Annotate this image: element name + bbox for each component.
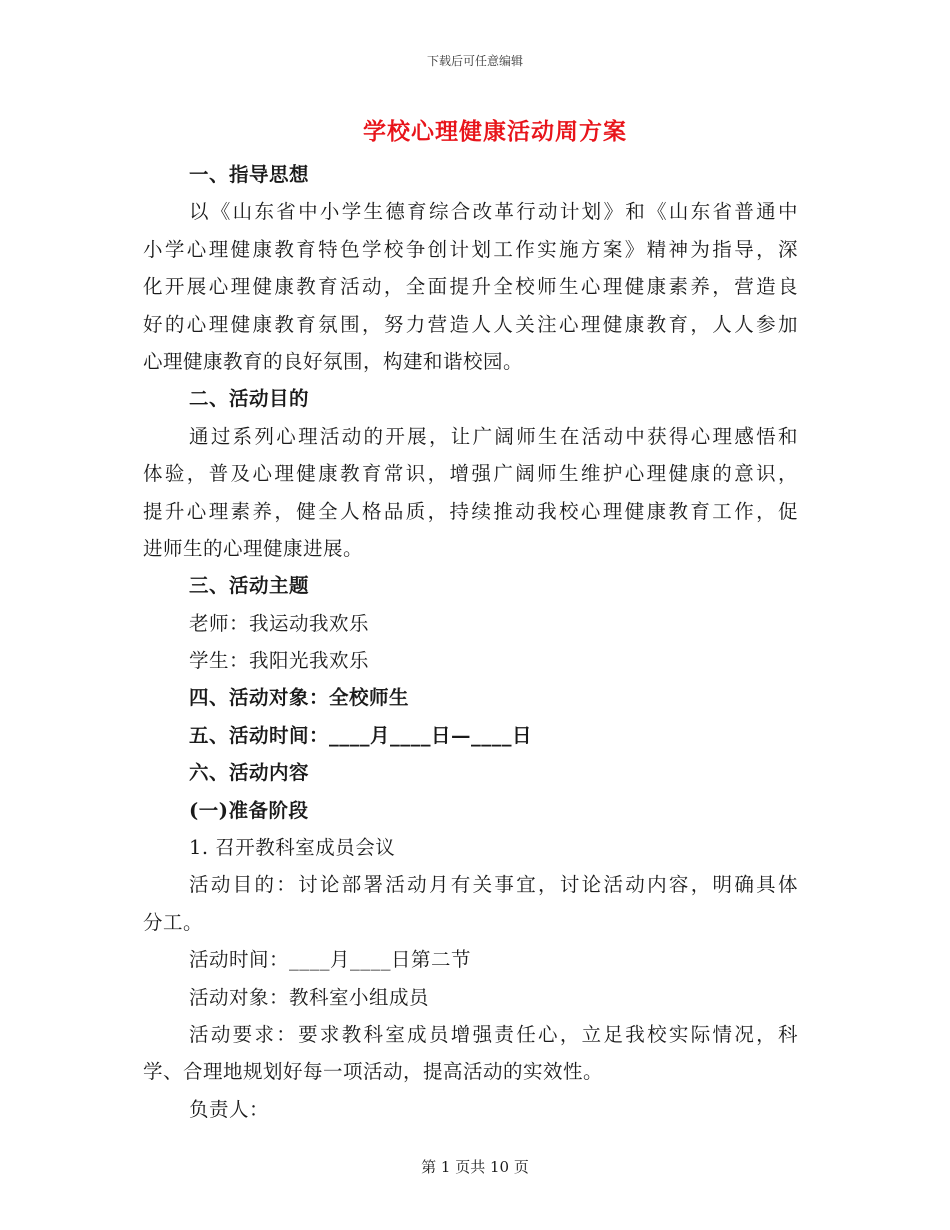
paragraph-line: 1. 召开教科室成员会议 bbox=[189, 836, 396, 860]
section-heading: 三、活动主题 bbox=[189, 574, 310, 598]
subsection-heading: (一)准备阶段 bbox=[189, 798, 309, 822]
section-heading: 五、活动时间：____月____日—____日 bbox=[189, 723, 533, 747]
paragraph-line: 通过系列心理活动的开展，让广阔师生在活动中获得心理感悟和 bbox=[189, 424, 798, 448]
paragraph-line: 提升心理素养，健全人格品质，持续推动我校心理健康教育工作，促 bbox=[143, 499, 798, 523]
paragraph-line: 分工。 bbox=[143, 910, 204, 934]
section-heading: 四、活动对象：全校师生 bbox=[189, 686, 410, 710]
paragraph-line: 活动时间：____月____日第二节 bbox=[189, 948, 472, 972]
paragraph-line: 小学心理健康教育特色学校争创计划工作实施方案》精神为指导，深 bbox=[143, 237, 798, 261]
page-footer: 第 1 页共 10 页 bbox=[421, 1158, 529, 1176]
section-heading: 一、指导思想 bbox=[189, 163, 310, 186]
paragraph-line: 活动目的：讨论部署活动月有关事宜，讨论活动内容，明确具体 bbox=[189, 873, 798, 897]
paragraph-line: 体验，普及心理健康教育常识，增强广阔师生维护心理健康的意识， bbox=[143, 462, 798, 486]
section-heading: 六、活动内容 bbox=[189, 761, 310, 785]
document-body bbox=[143, 156, 798, 1128]
paragraph-line: 负责人： bbox=[189, 1097, 270, 1121]
paragraph-line: 进师生的心理健康进展。 bbox=[143, 536, 364, 560]
paragraph-line: 活动对象：教科室小组成员 bbox=[189, 985, 430, 1009]
paragraph-line: 学、合理地规划好每一项活动，提高活动的实效性。 bbox=[143, 1060, 604, 1084]
paragraph-line: 心理健康教育的良好氛围，构建和谐校园。 bbox=[143, 349, 524, 373]
paragraph-line: 化开展心理健康教育活动，全面提升全校师生心理健康素养，营造良 bbox=[143, 275, 798, 299]
header-note: 下载后可任意编辑 bbox=[426, 54, 523, 68]
document-title: 学校心理健康活动周方案 bbox=[363, 118, 627, 145]
paragraph-line: 学生：我阳光我欢乐 bbox=[189, 649, 370, 673]
section-heading: 二、活动目的 bbox=[189, 387, 310, 411]
paragraph-line: 老师：我运动我欢乐 bbox=[189, 611, 370, 635]
paragraph-line: 活动要求：要求教科室成员增强责任心，立足我校实际情况，科 bbox=[189, 1022, 798, 1046]
paragraph-line: 以《山东省中小学生德育综合改革行动计划》和《山东省普通中 bbox=[189, 200, 798, 224]
paragraph-line: 好的心理健康教育氛围，努力营造人人关注心理健康教育，人人参加 bbox=[143, 312, 798, 336]
